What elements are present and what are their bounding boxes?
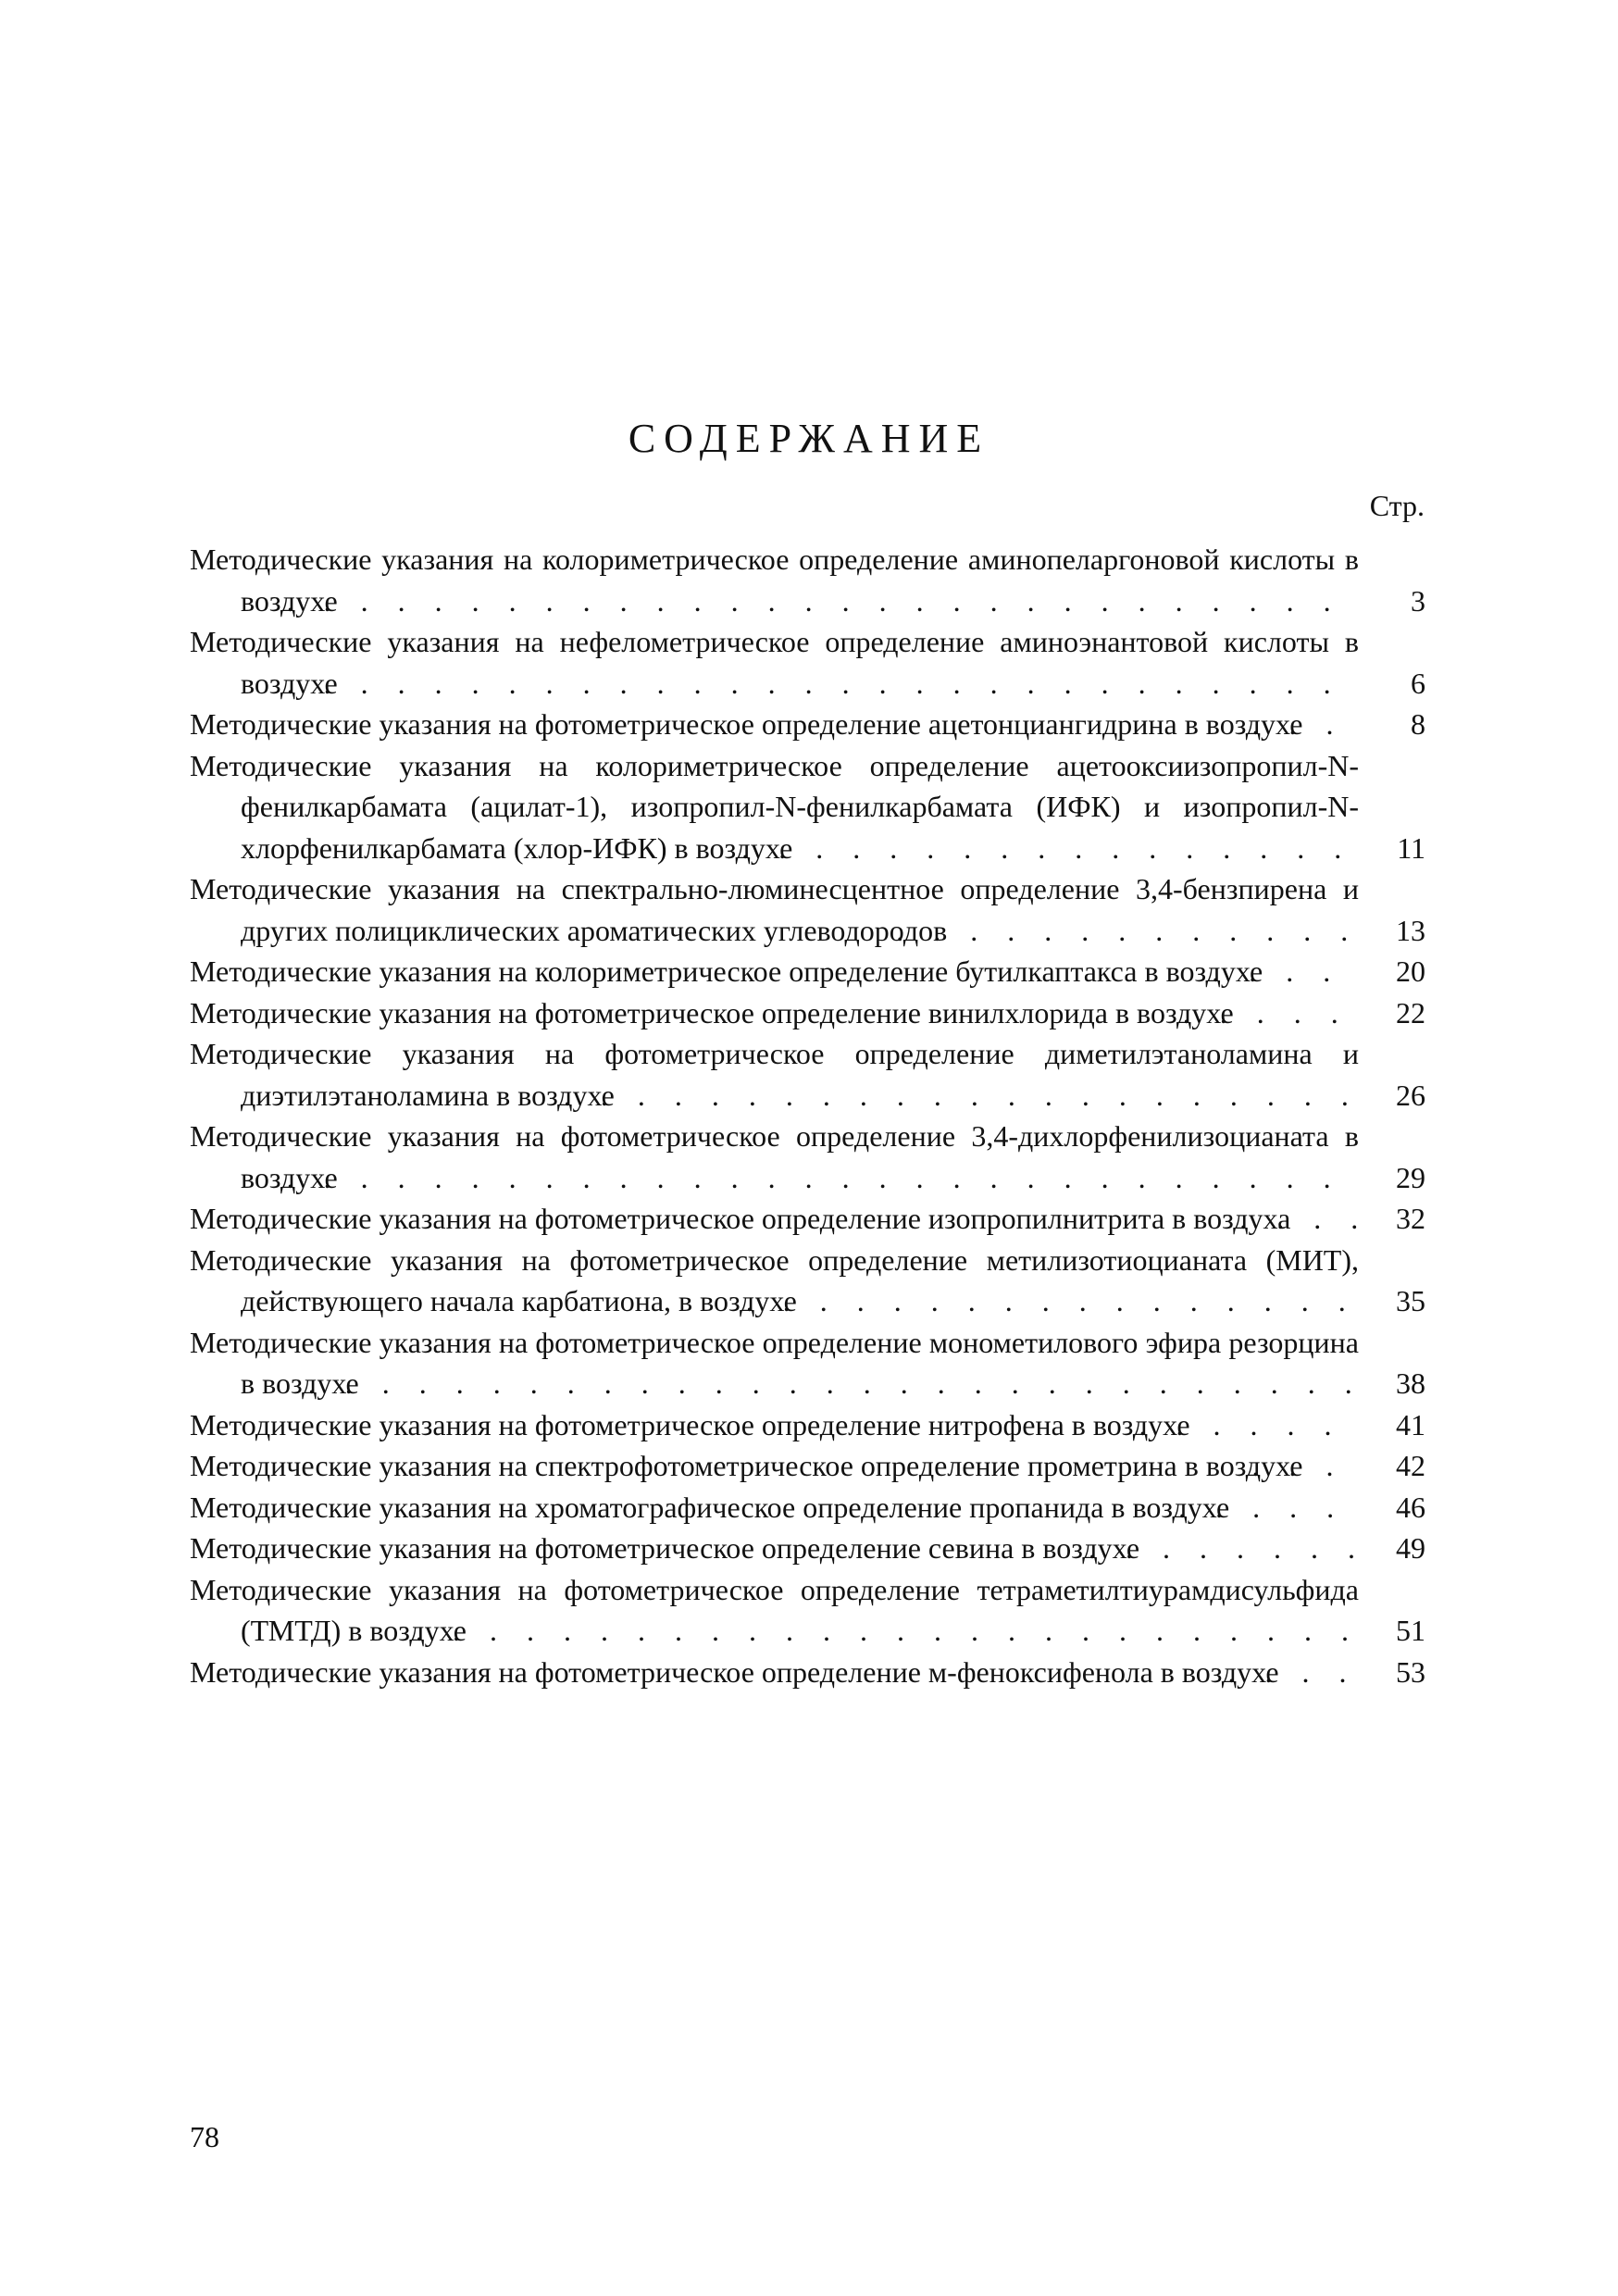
toc-entry xyxy=(190,745,1425,869)
toc-entry-title: Методические указания на колориметрическое определение ацетооксиизопропил-N-фенилкарбамата (ацилат-1), изопропил-N-фенилкарбамата (ИФК) и изопропил-N-хлорфенилкарбамата (хлор-ИФК) в воздухе . . . xyxy=(190,749,1359,865)
toc-entry xyxy=(190,1528,1425,1569)
toc-entry xyxy=(190,704,1425,745)
toc-entry xyxy=(190,868,1425,951)
table-of-contents xyxy=(190,539,1425,1692)
toc-entry-title: Методические указания на хроматографическое определение пропанида в воздухе . . . xyxy=(190,1491,1229,1524)
toc-entry xyxy=(190,951,1425,992)
toc-entry xyxy=(190,1652,1425,1693)
toc-entry-page: 8 xyxy=(1359,704,1425,745)
toc-entry-page: 53 xyxy=(1359,1652,1425,1693)
toc-entry xyxy=(190,1033,1425,1116)
toc-entry xyxy=(190,1322,1425,1404)
toc-entry-page: 3 xyxy=(1359,580,1425,622)
toc-entry xyxy=(190,1240,1425,1322)
toc-entry xyxy=(190,1116,1425,1198)
toc-entry-page: 42 xyxy=(1359,1445,1425,1487)
toc-entry-page: 6 xyxy=(1359,663,1425,705)
page-column-label: Стр. xyxy=(1369,489,1425,522)
toc-entry xyxy=(190,1487,1425,1529)
toc-entry-title: Методические указания на фотометрическое определение м-феноксифенола в воздухе . . . xyxy=(190,1655,1279,1689)
toc-entry xyxy=(190,1569,1425,1652)
toc-entry-title: Методические указания на спектрально-люминесцентное определение 3,4-бензпирена и других полициклических ароматических углеводородов . . . xyxy=(190,872,1359,947)
toc-entry xyxy=(190,621,1425,704)
toc-entry xyxy=(190,1198,1425,1240)
toc-entry-title: Методические указания на фотометрическое определение винилхлорида в воздухе . . . xyxy=(190,996,1234,1029)
toc-entry xyxy=(190,1404,1425,1446)
toc-entry-page: 22 xyxy=(1359,992,1425,1034)
toc-entry-title: Методические указания на нефелометрическое определение аминоэнантовой кислоты в воздухе . . . xyxy=(190,625,1359,700)
toc-entry-page: 41 xyxy=(1359,1404,1425,1446)
toc-entry-title: Методические указания на фотометрическое определение 3,4-дихлорфенилизоцианата в воздухе . . . xyxy=(190,1119,1359,1194)
toc-entry-title: Методические указания на колориметрическое определение аминопеларгоновой кислоты в воздухе . . . xyxy=(190,543,1359,618)
toc-entry-title: Методические указания на фотометрическое определение метилизотиоцианата (МИТ), действующего начала карбатиона, в воздухе . . . xyxy=(190,1243,1359,1318)
toc-entry-page: 38 xyxy=(1359,1363,1425,1404)
toc-entry-page: 46 xyxy=(1359,1487,1425,1529)
toc-entry-page: 51 xyxy=(1359,1610,1425,1652)
toc-entry-page: 29 xyxy=(1359,1157,1425,1199)
toc-entry-title: Методические указания на фотометрическое определение диметилэтаноламина и диэтилэтаноламина в воздухе . . . xyxy=(190,1037,1359,1112)
toc-entry xyxy=(190,1445,1425,1487)
page-number: 78 xyxy=(190,2120,219,2153)
toc-entry-title: Методические указания на фотометрическое определение изопропилнитрита в воздуха . . . xyxy=(190,1202,1290,1235)
page-title: СОДЕРЖАНИЕ xyxy=(628,416,990,461)
toc-entry xyxy=(190,539,1425,621)
toc-entry-page: 49 xyxy=(1359,1528,1425,1569)
toc-entry-page: 26 xyxy=(1359,1075,1425,1117)
toc-entry-title: Методические указания на фотометрическое определение ацетонциангидрина в воздухе . . . xyxy=(190,707,1302,741)
toc-entry-title: Методические указания на фотометрическое определение монометилового эфира резорцина в воздухе . . . xyxy=(190,1326,1359,1401)
toc-entry-page: 13 xyxy=(1359,910,1425,952)
toc-entry-page: 11 xyxy=(1359,828,1425,869)
toc-entry-page: 35 xyxy=(1359,1280,1425,1322)
toc-entry-title: Методические указания на фотометрическое определение нитрофена в воздухе . . . xyxy=(190,1408,1190,1441)
toc-entry xyxy=(190,992,1425,1034)
toc-entry-page: 32 xyxy=(1359,1198,1425,1240)
toc-entry-title: Методические указания на колориметрическое определение бутилкаптакса в воздухе . . . xyxy=(190,955,1263,988)
toc-entry-title: Методические указания на фотометрическое определение севина в воздухе . . . xyxy=(190,1531,1139,1565)
toc-entry-title: Методические указания на спектрофотометрическое определение прометрина в воздухе . . . xyxy=(190,1449,1302,1482)
toc-entry-title: Методические указания на фотометрическое определение тетраметилтиурамдисульфида (ТМТД) в воздухе . . . xyxy=(190,1573,1359,1648)
toc-entry-page: 20 xyxy=(1359,951,1425,992)
